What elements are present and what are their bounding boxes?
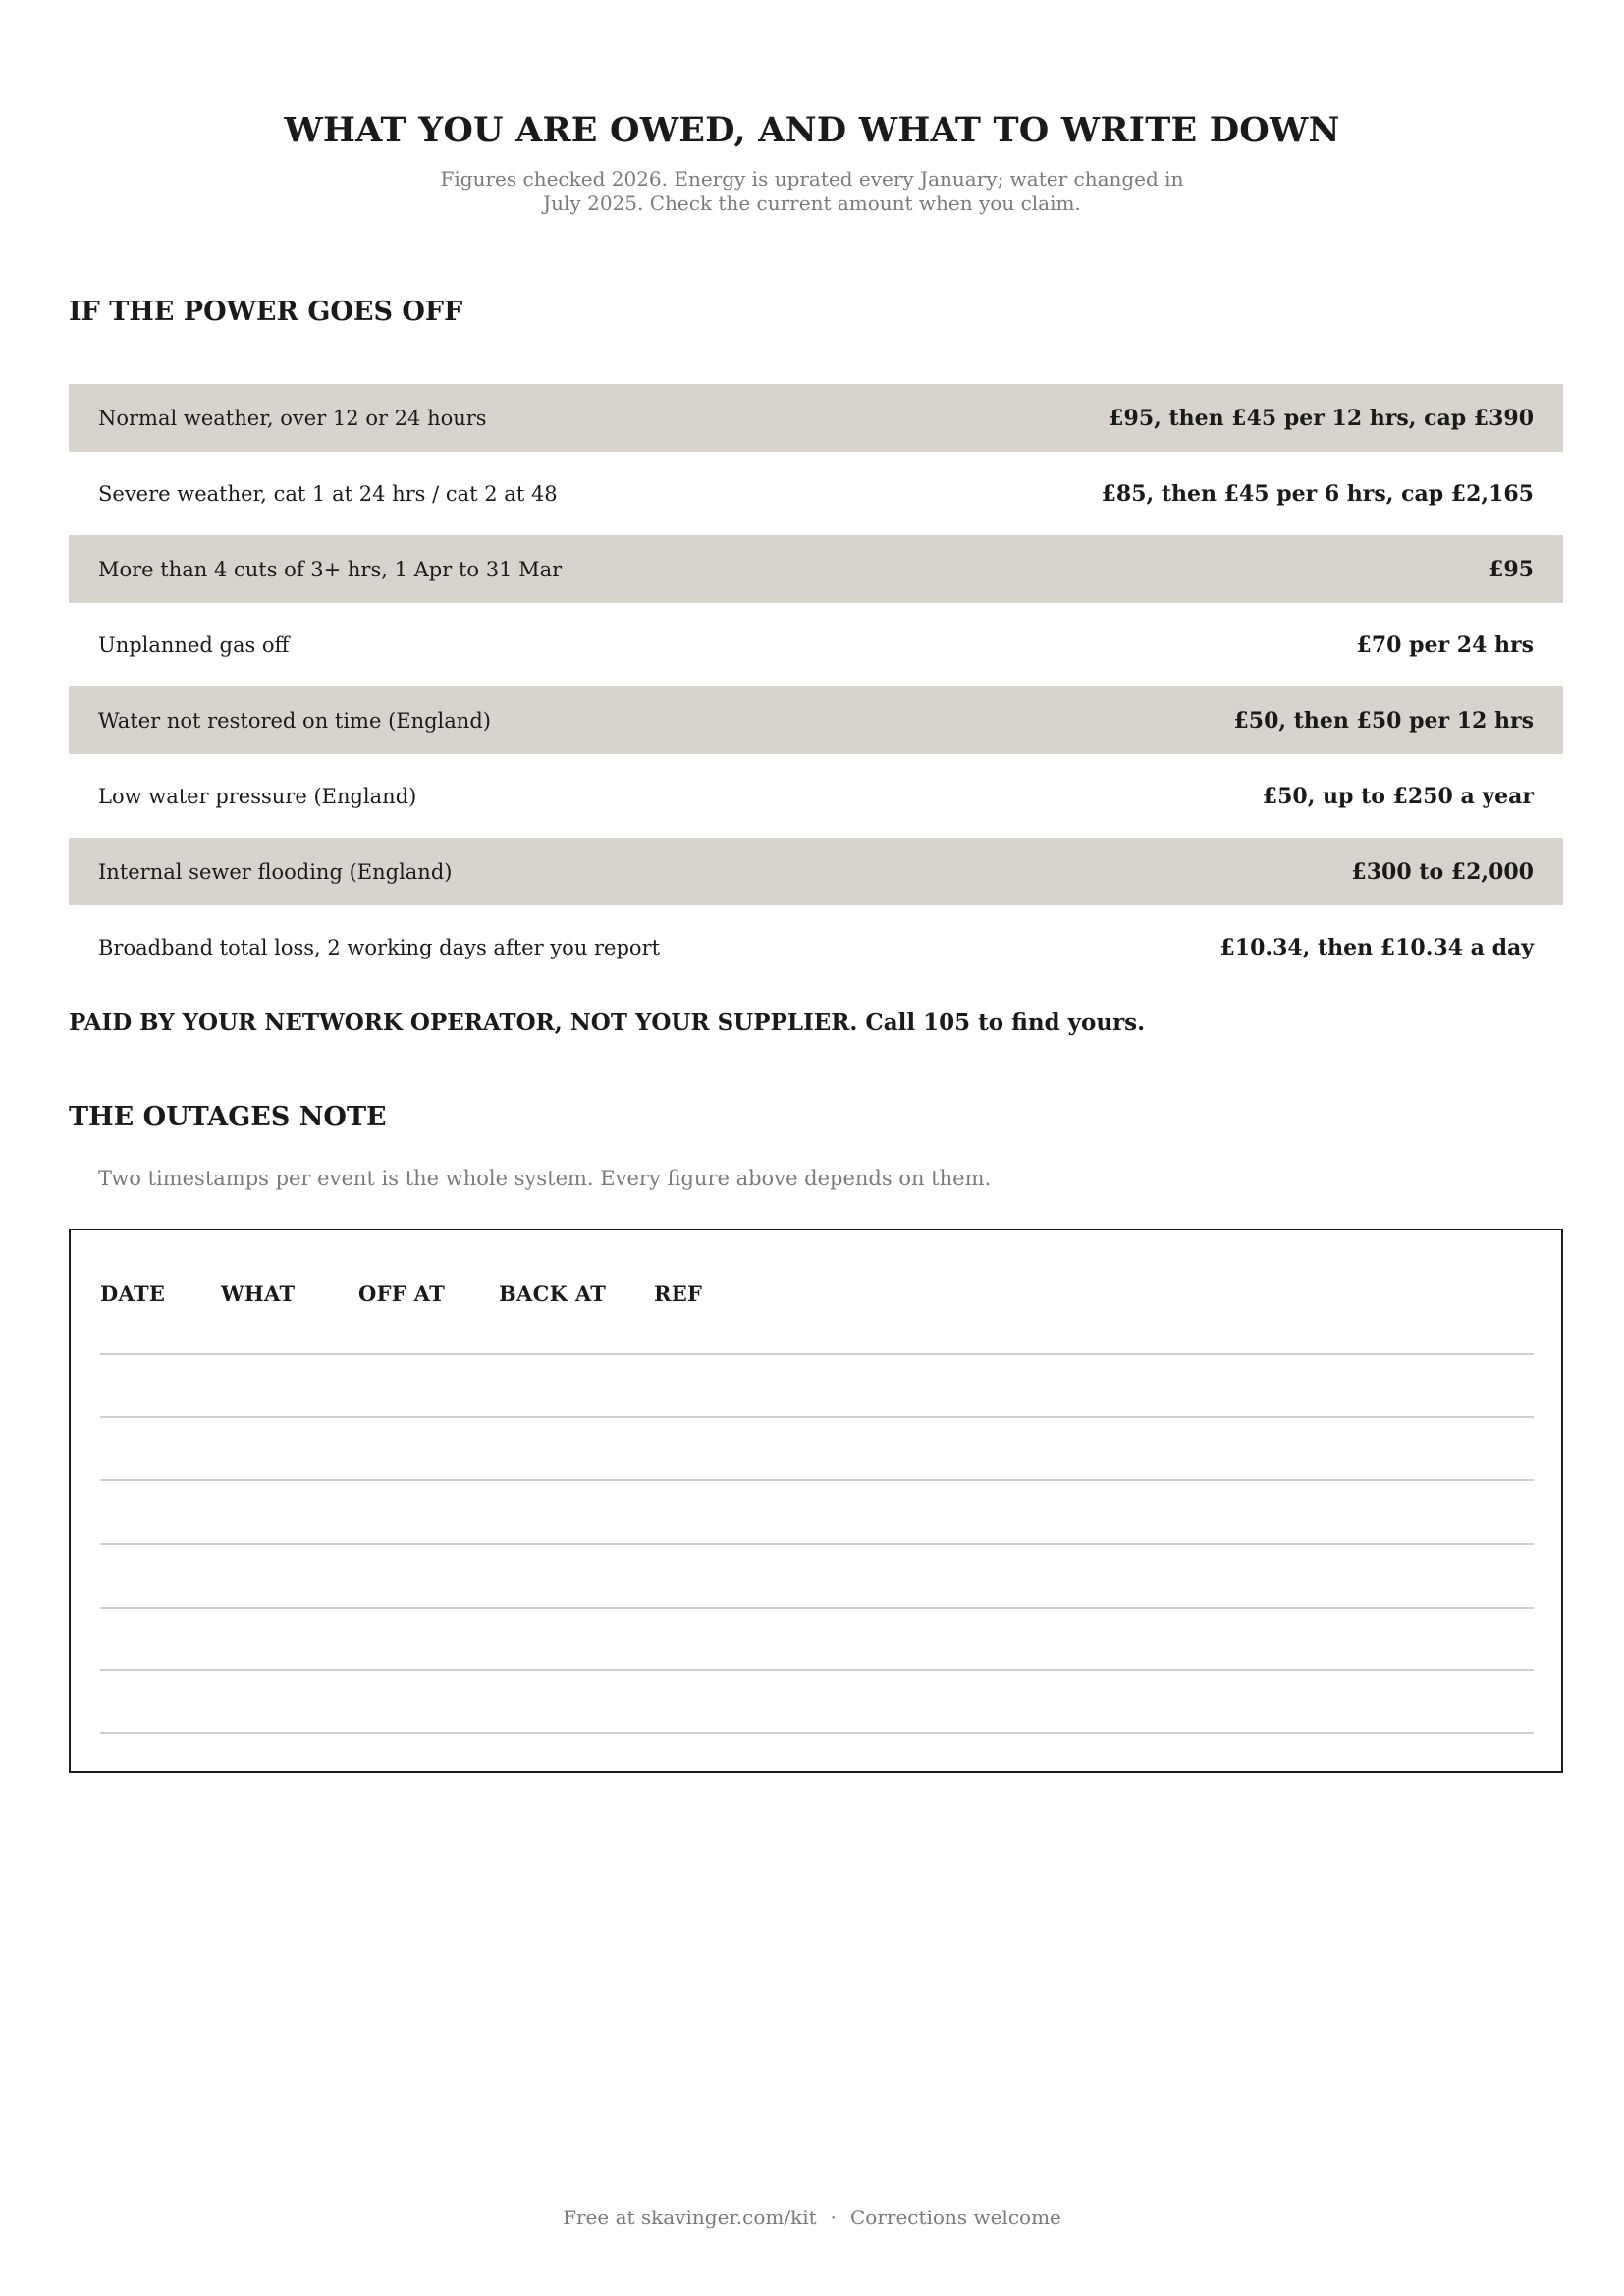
rate-value: £95 [1489, 556, 1534, 582]
page-subtitle [419, 167, 1205, 216]
rate-label: Low water pressure (England) [98, 784, 417, 808]
rate-value: £85, then £45 per 6 hrs, cap £2,165 [1101, 480, 1534, 507]
network-operator-note: PAID BY YOUR NETWORK OPERATOR, NOT YOUR SUPPLIER. Call 105 to find yours. [69, 1010, 1146, 1036]
table-row [69, 762, 1563, 830]
subtitle-line-1: Figures checked 2026. Energy is uprated every January; water changed in [440, 167, 1184, 191]
rate-label: Water not restored on time (England) [98, 708, 491, 733]
table-row [69, 535, 1563, 603]
page-title: WHAT YOU ARE OWED, AND WHAT TO WRITE DOWN [284, 110, 1340, 150]
write-in-line[interactable] [100, 1669, 1534, 1671]
outages-intro: Two timestamps per event is the whole system. Every figure above depends on them. [98, 1167, 992, 1190]
column-header-off-at: OFF AT [358, 1282, 445, 1306]
write-in-line[interactable] [100, 1607, 1534, 1609]
footer-link[interactable]: Free at skavinger.com/kit [563, 2206, 817, 2229]
write-in-line[interactable] [100, 1353, 1534, 1355]
rate-value: £10.34, then £10.34 a day [1219, 934, 1534, 960]
table-row [69, 460, 1563, 527]
subtitle-line-2: July 2025. Check the current amount when you claim. [543, 191, 1081, 215]
footer-corrections: Corrections welcome [850, 2206, 1061, 2229]
table-row [69, 913, 1563, 981]
column-header-back-at: BACK AT [499, 1282, 607, 1306]
write-in-line[interactable] [100, 1543, 1534, 1545]
table-row [69, 838, 1563, 905]
compensation-table [69, 384, 1563, 989]
write-in-line[interactable] [100, 1479, 1534, 1481]
rate-value: £300 to £2,000 [1351, 858, 1534, 885]
outages-section-heading: THE OUTAGES NOTE [69, 1102, 387, 1132]
rate-label: Unplanned gas off [98, 632, 290, 657]
table-row [69, 686, 1563, 754]
table-row [69, 384, 1563, 452]
column-header-date: DATE [100, 1282, 166, 1306]
power-section-heading: IF THE POWER GOES OFF [69, 297, 463, 327]
outages-log-form [69, 1229, 1563, 1773]
rate-label: More than 4 cuts of 3+ hrs, 1 Apr to 31 Mar [98, 557, 563, 581]
column-header-ref: REF [654, 1282, 703, 1306]
rate-value: £50, up to £250 a year [1262, 783, 1534, 809]
write-in-line[interactable] [100, 1732, 1534, 1734]
rate-label: Internal sewer flooding (England) [98, 859, 453, 884]
write-in-line[interactable] [100, 1416, 1534, 1418]
table-row [69, 611, 1563, 679]
footer-separator: · [830, 2206, 837, 2229]
rate-value: £95, then £45 per 12 hrs, cap £390 [1109, 405, 1534, 431]
rate-label: Normal weather, over 12 or 24 hours [98, 406, 487, 430]
rate-value: £70 per 24 hrs [1356, 631, 1534, 658]
rate-value: £50, then £50 per 12 hrs [1233, 707, 1534, 734]
column-header-what: WHAT [221, 1282, 296, 1306]
rate-label: Severe weather, cat 1 at 24 hrs / cat 2 at 48 [98, 481, 558, 506]
footer [0, 2206, 1624, 2229]
rate-label: Broadband total loss, 2 working days after you report [98, 935, 661, 959]
